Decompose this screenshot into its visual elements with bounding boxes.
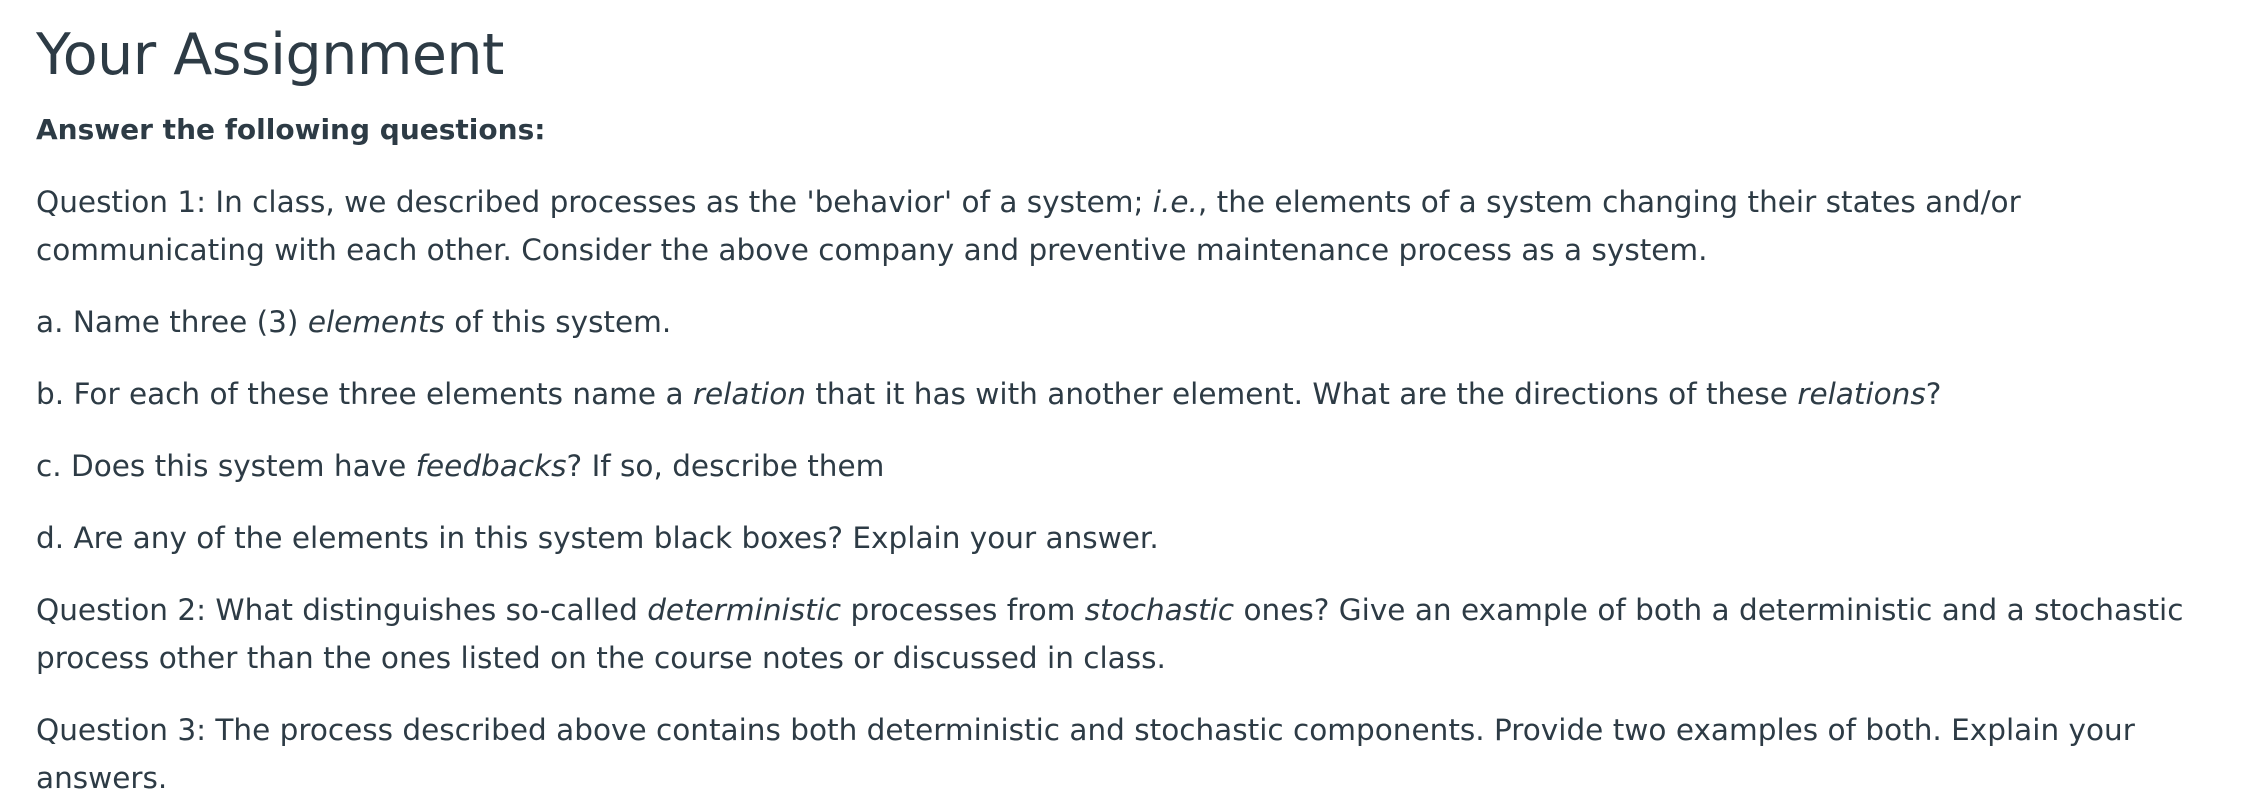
question-1b-emphasis-1: relation: [692, 377, 806, 411]
question-1c: [36, 442, 2230, 490]
question-1a-text-2: of this system.: [444, 305, 672, 339]
question-1b-text-2: that it has with another element. What are the directions of these: [805, 377, 1798, 411]
question-1: [36, 178, 2230, 274]
question-1-ie: i.e.: [1152, 185, 1198, 219]
question-2-text-1: Question 2: What distinguishes so-called: [36, 593, 648, 627]
question-2-text-3: ones? Give an example of both a deterministic and a stochastic process other than the ones listed on the course notes or discussed in class.: [36, 593, 2184, 675]
question-1b-text-3: ?: [1925, 377, 1942, 411]
question-1a: [36, 298, 2230, 346]
question-1c-text-1: c. Does this system have: [36, 449, 416, 483]
question-2-emphasis-2: stochastic: [1084, 593, 1235, 627]
question-1-text-1: Question 1: In class, we described processes as the 'behavior' of a system;: [36, 185, 1153, 219]
question-2-text-2: processes from: [841, 593, 1085, 627]
question-1c-text-2: ? If so, describe them: [566, 449, 885, 483]
question-1-text-2: , the elements of a system changing their states and/or communicating with each other. Consider the above company and preventive maintenance process as a system.: [36, 185, 2021, 267]
question-1d: d. Are any of the elements in this system black boxes? Explain your answer.: [36, 521, 1159, 555]
question-1c-emphasis: feedbacks: [415, 449, 567, 483]
question-3: Question 3: The process described above contains both deterministic and stochastic components. Provide two examples of both. Explain your answers.: [36, 713, 2135, 795]
question-1b-text-1: b. For each of these three elements name a: [36, 377, 693, 411]
page-title: Your Assignment: [36, 22, 504, 88]
question-1a-emphasis: elements: [307, 305, 445, 339]
question-2-emphasis-1: deterministic: [647, 593, 842, 627]
question-1b: [36, 370, 2230, 418]
intro-text: Answer the following questions:: [36, 113, 546, 146]
question-1b-emphasis-2: relations: [1797, 377, 1926, 411]
question-1a-text-1: a. Name three (3): [36, 305, 308, 339]
question-2: [36, 586, 2230, 682]
